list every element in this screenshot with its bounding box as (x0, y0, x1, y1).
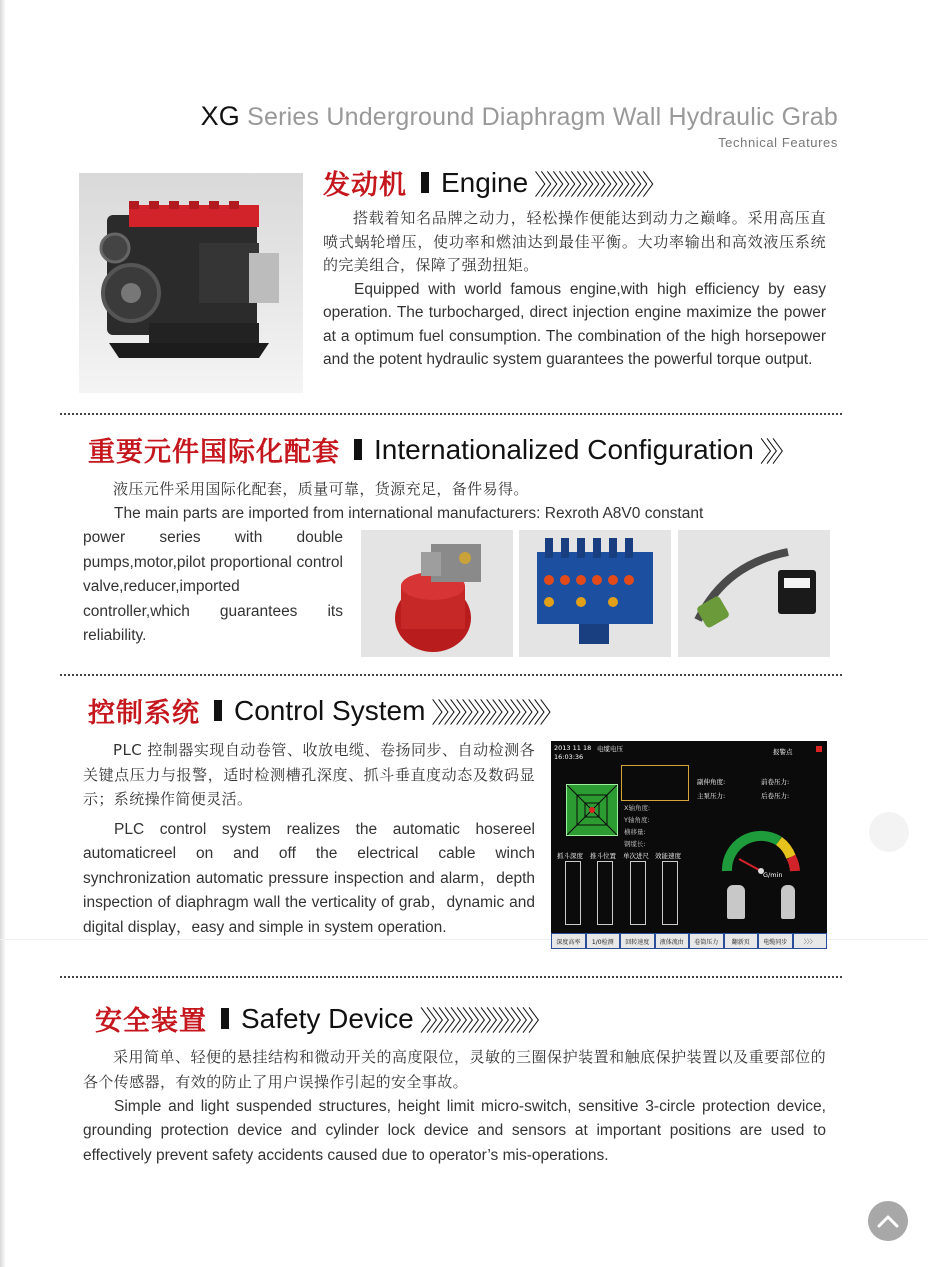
header-title (201, 101, 838, 132)
hmi-status-box (621, 765, 689, 801)
engine-title-cn: 发动机 (323, 170, 407, 201)
hmi-bar-frame (662, 861, 678, 925)
divider (60, 976, 842, 978)
hmi-mode: 电缆电压 (597, 745, 623, 753)
hmi-alarm-label: 报警点 (773, 748, 793, 756)
plc-screen-image (551, 741, 827, 949)
title-bar (221, 1008, 229, 1029)
hmi-tab[interactable]: 液体流由 (655, 933, 690, 949)
hmi-bar-label: 推斗位置 (590, 852, 616, 860)
hmi-bar-frame (630, 861, 646, 925)
hmi-reading: Y轴角度: (624, 816, 650, 824)
config-title (88, 430, 790, 469)
hmi-tab[interactable]: 1/0检测 (586, 933, 621, 949)
hmi-tab[interactable]: 卷筒压力 (689, 933, 724, 949)
safety-title-en: Safety Device (241, 1002, 414, 1034)
engine-title (323, 163, 660, 202)
hmi-alarm-led (816, 746, 822, 752)
ghost-circle (869, 812, 909, 852)
hmi-reading: 横移量: (624, 828, 646, 836)
grab-icon (727, 885, 745, 919)
hmi-tab-next[interactable]: 〉〉〉 (793, 933, 828, 949)
hmi-datetime-1: 2013 11 18 (554, 744, 592, 752)
config-text-left (83, 526, 343, 649)
title-arrows: 〉〉〉〉〉〉〉〉〉〉〉〉〉〉〉〉〉〉〉 (534, 170, 661, 202)
title-arrows: 〉〉〉 (759, 437, 790, 469)
hmi-bar-label: 单次进尺 (623, 852, 649, 860)
series-title: Series Underground Diaphragm Wall Hydraulic Grab (239, 103, 838, 131)
engine-image (79, 173, 303, 393)
hmi-bar-label: 抓斗深度 (557, 852, 583, 860)
engine-title-en: Engine (441, 166, 529, 198)
hmi-right-label: 前卷压力: (761, 778, 790, 786)
title-bar (421, 172, 429, 193)
config-title-cn: 重要元件国际化配套 (88, 437, 340, 468)
safety-text-cn: 采用简单、轻便的悬挂结构和微动开关的高度限位，灵敏的三圈保护装置和触底保护装置以及重要部位的各个传感器，有效的防止了用户误操作引起的安全事故。 (83, 1048, 826, 1091)
header-subtitle: Technical Features (718, 135, 838, 150)
hmi-tab[interactable]: 深度高率 (551, 933, 586, 949)
safety-title (95, 999, 546, 1038)
control-text (83, 738, 535, 940)
hmi-reading: 钢缆长: (624, 840, 646, 848)
hmi-tab-bar (551, 933, 827, 949)
title-bar (214, 700, 222, 721)
control-text-en: PLC control system realizes the automatic hosereel automaticreel on and off the electrical cable winch synchronization automatic pressure inspection and alarm，depth inspection of diaphragm wall the verticality of grab，dynamic and digital display，easy and simple in system operation. (83, 820, 535, 936)
config-text-top (83, 478, 831, 525)
config-title-en: Internationalized Configuration (374, 433, 754, 465)
config-text-en-1: The main parts are imported from international manufacturers: Rexroth A8V0 constant (114, 504, 704, 522)
hmi-datetime-2: 16:03:36 (554, 753, 584, 761)
control-valve-image (519, 530, 671, 657)
safety-text (83, 1045, 826, 1169)
title-arrows: 〉〉〉〉〉〉〉〉〉〉〉〉〉〉〉〉〉〉〉 (419, 1006, 546, 1038)
control-title-cn: 控制系统 (88, 698, 200, 729)
hmi-right-label: 主泵压力: (697, 792, 726, 800)
verticality-target (566, 784, 618, 836)
control-title-en: Control System (234, 694, 426, 726)
page-edge-shadow (0, 0, 6, 1267)
title-arrows: 〉〉〉〉〉〉〉〉〉〉〉〉〉〉〉〉〉〉〉 (431, 698, 558, 730)
hmi-bar-frame (565, 861, 581, 925)
config-text-cn: 液压元件采用国际化配套，质量可靠，货源充足，备件易得。 (113, 480, 529, 498)
title-bar (354, 439, 362, 460)
motor-reducer-image (361, 530, 513, 657)
hmi-tab[interactable]: 翻新页 (724, 933, 759, 949)
hmi-right-label: 副伸角度: (697, 778, 726, 786)
hmi-bar-frame (597, 861, 613, 925)
grab-icon (781, 885, 795, 919)
connector-image (678, 530, 830, 657)
engine-text-en: Equipped with world famous engine,with high efficiency by easy operation. The turbocharged, direct injection engine maximize the power at a optimum fuel consumption. The combination of the high horsepower and the potent hydraulic system guarantees the powerful torque output. (323, 280, 826, 368)
control-title (88, 691, 557, 730)
config-text-en-2: power series with double pumps,motor,pilot proportional control valve,reducer,imported controller,which guarantees its reliability. (83, 529, 343, 644)
hmi-right-label: 后卷压力: (761, 792, 790, 800)
gauge-unit: G/min (763, 871, 783, 879)
engine-text (323, 207, 826, 372)
safety-text-en: Simple and light suspended structures, height limit micro-switch, sensitive 3-circle protection device, grounding protection device and cylinder lock device and sensors at important positions are used to effectively prevent safety accidents caused due to operator’s mis-operations. (83, 1097, 826, 1165)
divider (60, 413, 842, 415)
divider (60, 674, 842, 676)
hmi-reading: X轴角度: (624, 804, 651, 812)
safety-title-cn: 安全装置 (95, 1006, 207, 1037)
hmi-tab[interactable]: 电缆同步 (758, 933, 793, 949)
page-header (201, 101, 838, 150)
brand-label: XG (200, 101, 240, 131)
hmi-tab[interactable]: 回转速度 (620, 933, 655, 949)
pressure-gauge (719, 819, 803, 879)
hmi-bar-label: 效能速度 (655, 852, 681, 860)
chevron-up-icon (877, 1214, 899, 1228)
engine-text-cn: 搭载着知名品牌之动力，轻松操作便能达到动力之巅峰。采用高压直喷式蜗轮增压，使功率和燃油达到最佳平衡。大功率输出和高效液压系统的完美组合，保障了强劲扭矩。 (323, 209, 826, 274)
control-text-cn: PLC 控制器实现自动卷管、收放电缆、卷扬同步、自动检测各关键点压力与报警，适时检测槽孔深度、抓斗垂直度动态及数码显示；系统操作简便灵活。 (83, 741, 535, 808)
back-to-top-button[interactable] (868, 1201, 908, 1241)
